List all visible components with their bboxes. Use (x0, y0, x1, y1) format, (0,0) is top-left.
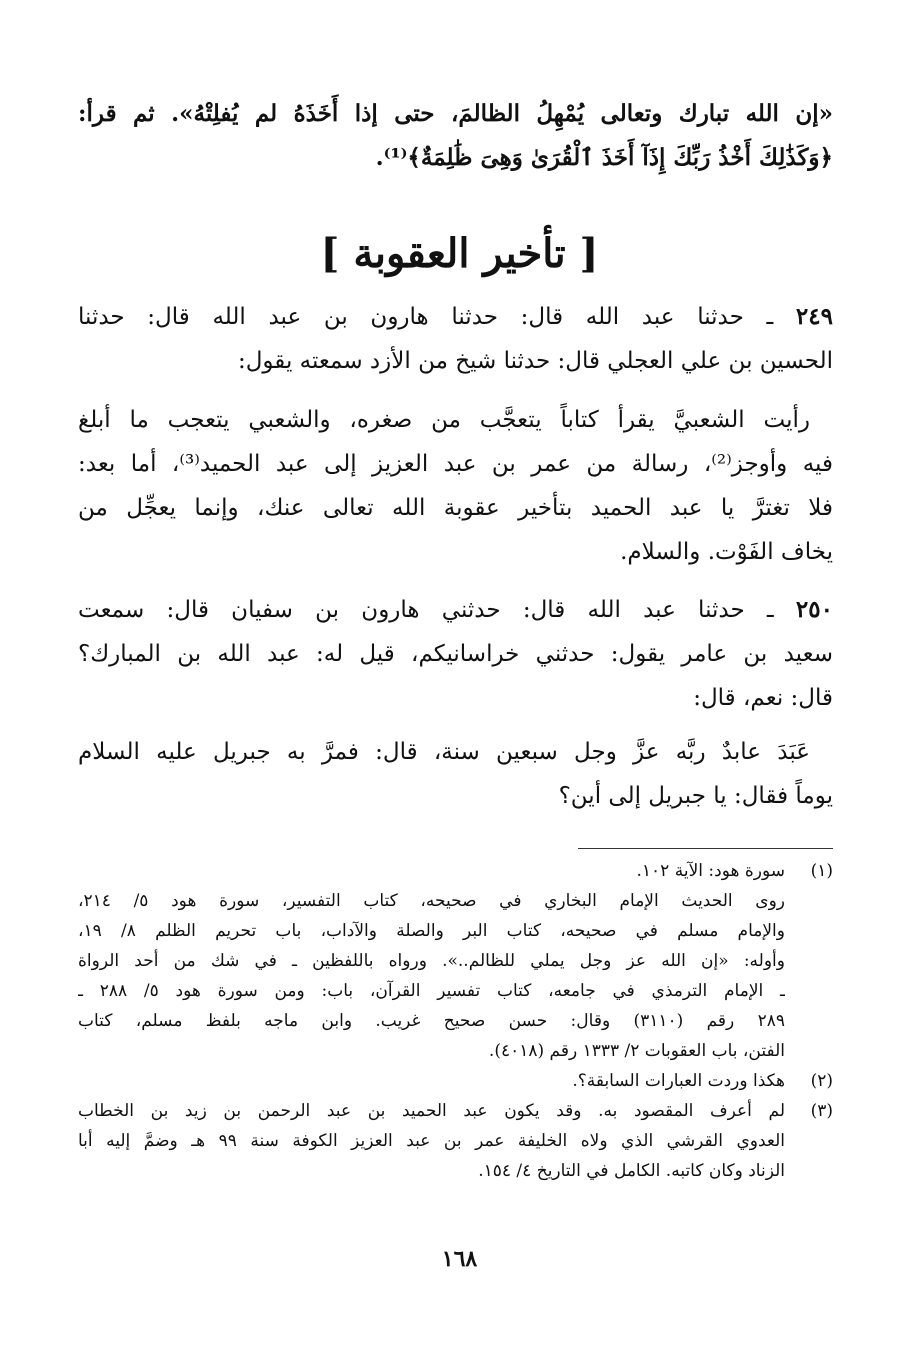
footnote-line: لم أعرف المقصود به. وقد يكون عبد الحميد بن عبد الرحمن بن زيد بن الخطاب (78, 1101, 785, 1121)
intro-line: «إن الله تبارك وتعالى يُمْهِلُ الظالمَ، حتى إذا أَخَذَهُ لم يُفلِتْهُ». ثم قرأ: (78, 100, 833, 127)
quoted-hadith-intro (78, 92, 833, 180)
paragraph-249 (78, 295, 833, 383)
hadith-number: ٢٥٠ (795, 596, 833, 623)
paragraph-line: رأيت الشعبيَّ يقرأ كتاباً يتعجَّب من صغره، والشعبي يتعجب ما أبلغ (78, 407, 810, 433)
paragraph-line: فيه وأوجز⁽²⁾، رسالة من عمر بن عبد العزيز إلى عبد الحميد⁽³⁾، أما بعد: (78, 451, 833, 477)
footnote-line: والإمام مسلم في صحيحه، كتاب البر والصلة والآداب، باب تحريم الظلم ٨/ ١٩، (78, 921, 785, 941)
quran-verse-line: ﴿وَكَذَٰلِكَ أَخْذُ رَبِّكَ إِذَآ أَخَذَ ٱلْقُرَىٰ وَهِىَ ظَٰلِمَةٌ﴾⁽¹⁾. (375, 144, 833, 171)
paragraph-narration-1 (78, 398, 833, 574)
hadith-number: ٢٤٩ (795, 303, 833, 330)
footnote-mark: (٣) (810, 1101, 833, 1121)
footnote-line: الفتن، باب العقوبات ٢/ ١٣٣٣ رقم (٤٠١٨). (488, 1041, 785, 1061)
section-heading: [ تأخير العقوبة ] (320, 230, 599, 277)
page-number: ١٦٨ (441, 1246, 478, 1272)
paragraph-narration-2 (78, 730, 833, 818)
footnote-1 (78, 856, 833, 1066)
footnote-line: الزناد وكان كاتبه. الكامل في التاريخ ٤/ ١٥٤. (478, 1161, 785, 1181)
footnote-line: روى الحديث الإمام البخاري في صحيحه، كتاب التفسير، سورة هود ٥/ ٢١٤، (78, 891, 785, 911)
footnote-3 (78, 1096, 833, 1186)
footnote-line: هكذا وردت العبارات السابقة؟. (572, 1071, 785, 1091)
paragraph-line: الحسين بن علي العجلي قال: حدثنا شيخ من الأزد سمعته يقول: (237, 348, 833, 374)
footnote-line: ـ الإمام الترمذي في جامعه، كتاب تفسير القرآن، باب: ومن سورة هود ٥/ ٢٨٨ ـ (78, 981, 785, 1001)
paragraph-line: فلا تغترَّ يا عبد الحميد بتأخير عقوبة الله تعالى عنك، وإنما يعجِّل من (78, 495, 833, 521)
footnote-mark: (٢) (810, 1071, 833, 1091)
paragraph-line: عَبَدَ عابدٌ ربَّه عزَّ وجل سبعين سنة، قال: فمرَّ به جبريل عليه السلام (78, 739, 810, 765)
paragraph-line: ٢٤٩ ـ حدثنا عبد الله قال: حدثنا هارون بن عبد الله قال: حدثنا (78, 303, 833, 330)
paragraph-250 (78, 588, 833, 720)
footnote-2 (78, 1066, 833, 1096)
footnote-line: ٢٨٩ رقم (٣١١٠) وقال: حسن صحيح غريب. وابن ماجه بلفظ مسلم، كتاب (78, 1011, 785, 1031)
footnote-line: سورة هود: الآية ١٠٢. (636, 861, 785, 881)
paragraph-line: يوماً فقال: يا جبريل إلى أين؟ (558, 783, 833, 809)
footnote-mark: (١) (810, 861, 833, 881)
paragraph-line: يخاف الفَوْت. والسلام. (620, 539, 833, 565)
paragraph-line: قال: نعم، قال: (693, 685, 833, 711)
paragraph-line: ٢٥٠ ـ حدثنا عبد الله قال: حدثني هارون بن سفيان قال: سمعت (78, 596, 833, 623)
paragraph-line: سعيد بن عامر يقول: حدثني خراسانيكم، قيل له: عبد الله بن المبارك؟ (78, 641, 833, 667)
footnotes (78, 856, 833, 1186)
footnote-line: العدوي القرشي الذي ولاه الخليفة عمر بن عبد العزيز الكوفة سنة ٩٩ هـ وضمَّ إليه أبا (78, 1131, 785, 1151)
footnote-line: وأوله: «إن الله عز وجل يملي للظالم..». ورواه باللفظين ـ في شك من أحد الرواة (78, 951, 785, 971)
footnote-separator (578, 848, 833, 849)
